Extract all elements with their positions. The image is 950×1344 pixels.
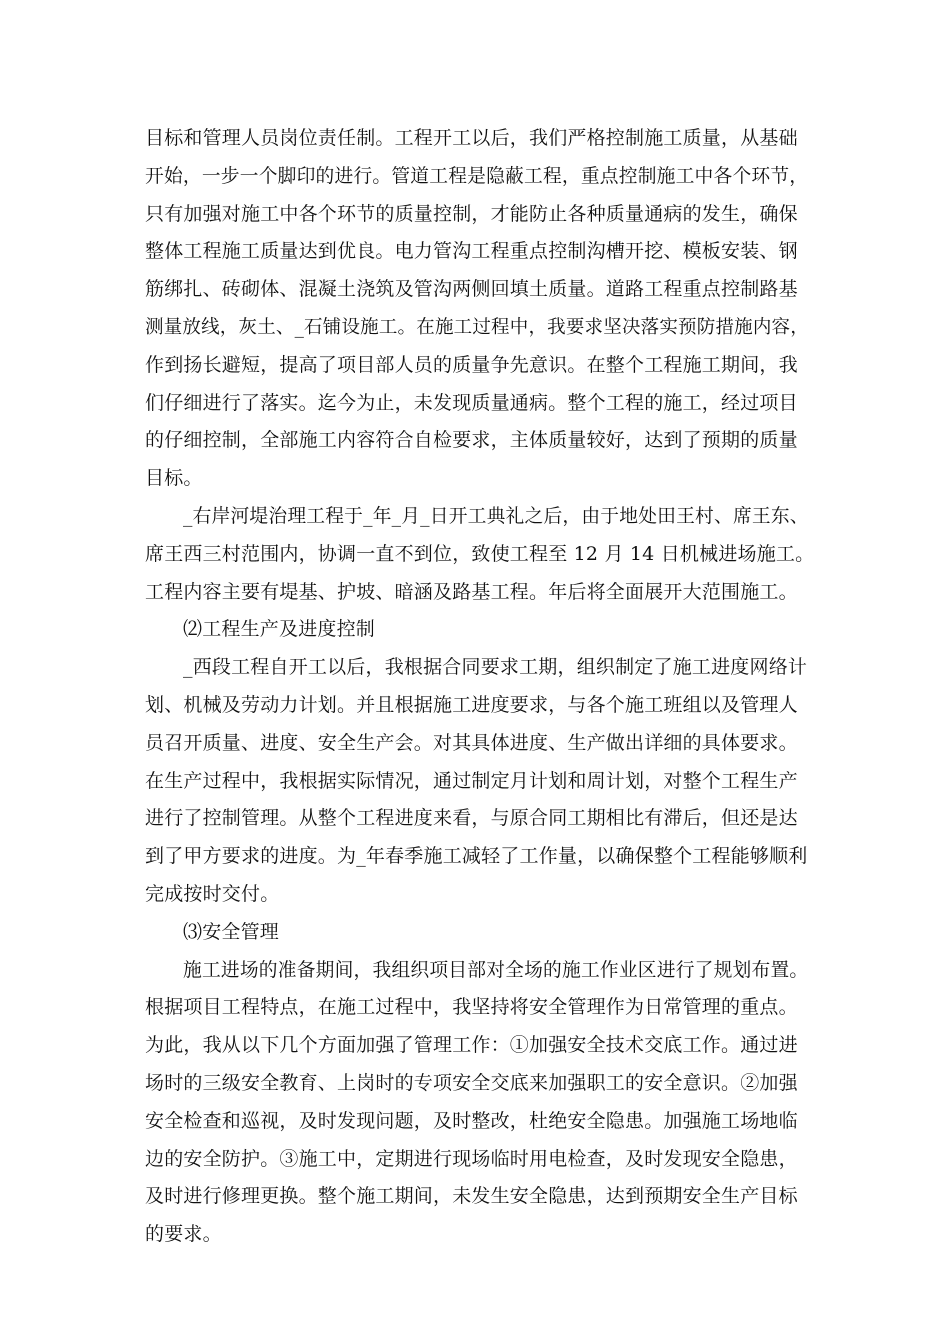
text-line: 席王西三村范围内，协调一直不到位，致使工程至 12 月 14 日机械进场施工。	[145, 542, 815, 565]
text-line: 作到扬长避短，提高了项目部人员的质量争先意识。在整个工程施工期间，我	[145, 353, 798, 376]
text-line: ⑵工程生产及进度控制	[183, 618, 376, 641]
text-line: 在生产过程中，我根据实际情况，通过制定月计划和周计划，对整个工程生产	[145, 769, 798, 792]
text-line: 目标和管理人员岗位责任制。工程开工以后，我们严格控制施工质量，从基础	[145, 127, 798, 149]
text-line: 到了甲方要求的进度。为_年春季施工减轻了工作量，以确保整个工程能够顺利	[145, 845, 808, 868]
text-line: 们仔细进行了落实。迄今为止，未发现质量通病。整个工程的施工，经过项目	[145, 391, 798, 414]
text-line: 只有加强对施工中各个环节的质量控制，才能防止各种质量通病的发生，确保	[145, 202, 798, 225]
text-line: 边的安全防护。③施工中，定期进行现场临时用电检查，及时发现安全隐患，	[145, 1147, 798, 1170]
text-line: 安全检查和巡视，及时发现问题，及时整改，杜绝安全隐患。加强施工场地临	[145, 1109, 798, 1132]
text-line: 整体工程施工质量达到优良。电力管沟工程重点控制沟槽开挖、模板安装、钢	[145, 240, 798, 263]
text-line: _西段工程自开工以后，我根据合同要求工期，组织制定了施工进度网络计	[183, 656, 808, 679]
text-line: 的仔细控制，全部施工内容符合自检要求，主体质量较好，达到了预期的质量	[145, 429, 798, 452]
text-line: 工程内容主要有堤基、护坡、暗涵及路基工程。年后将全面展开大范围施工。	[145, 580, 798, 603]
text-line: 及时进行修理更换。整个施工期间，未发生安全隐患，达到预期安全生产目标	[145, 1185, 798, 1208]
text-line: _右岸河堤治理工程于_年_月_日开工典礼之后，由于地处田王村、席王东、	[183, 505, 809, 527]
text-line: 场时的三级安全教育、上岗时的专项安全交底来加强职工的安全意识。②加强	[145, 1071, 798, 1094]
text-line: 员召开质量、进度、安全生产会。对其具体进度、生产做出详细的具体要求。	[145, 731, 798, 754]
document-body	[145, 120, 815, 1254]
text-line: ⑶安全管理	[183, 920, 280, 943]
text-line: 根据项目工程特点，在施工过程中，我坚持将安全管理作为日常管理的重点。	[145, 996, 798, 1019]
text-line: 的要求。	[145, 1223, 222, 1246]
text-line: 进行了控制管理。从整个工程进度来看，与原合同工期相比有滞后，但还是达	[145, 807, 798, 830]
text-line: 施工进场的准备期间，我组织项目部对全场的施工作业区进行了规划布置。	[183, 959, 809, 981]
text-line: 测量放线，灰土、_石铺设施工。在施工过程中，我要求坚决落实预防措施内容，	[145, 316, 809, 338]
text-line: 完成按时交付。	[145, 882, 280, 905]
text-line: 筋绑扎、砖砌体、混凝土浇筑及管沟两侧回填土质量。道路工程重点控制路基	[145, 278, 798, 301]
text-line: 目标。	[145, 467, 203, 490]
text-line: 划、机械及劳动力计划。并且根据施工进度要求，与各个施工班组以及管理人	[145, 693, 798, 716]
text-line: 为此，我从以下几个方面加强了管理工作：①加强安全技术交底工作。通过进	[145, 1034, 798, 1057]
text-line: 开始，一步一个脚印的进行。管道工程是隐蔽工程，重点控制施工中各个环节，	[145, 165, 809, 187]
